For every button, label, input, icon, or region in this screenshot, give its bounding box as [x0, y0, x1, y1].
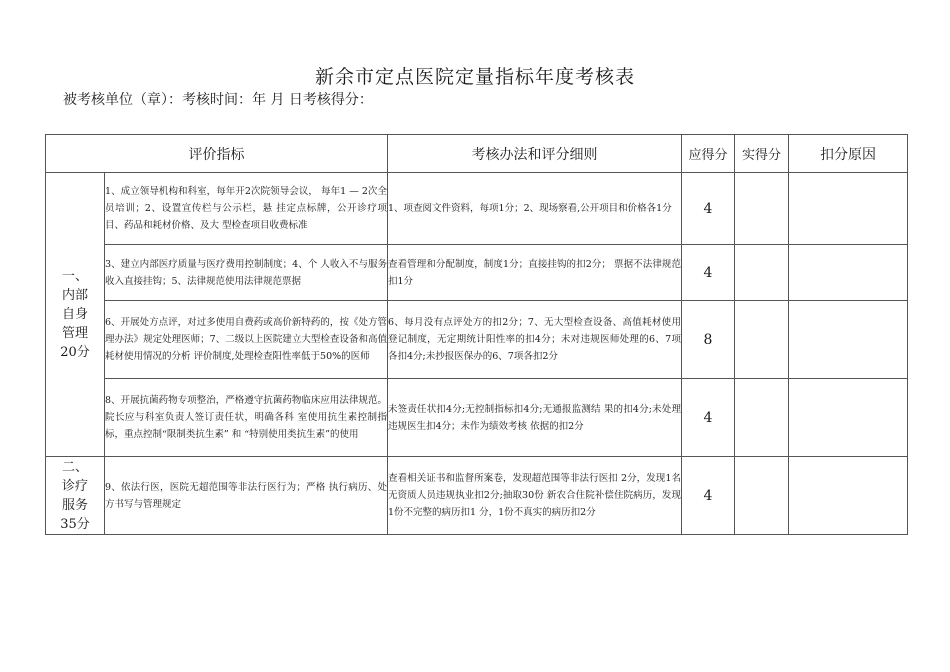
document-title: 新余市定点医院定量指标年度考核表	[314, 66, 635, 88]
criteria-cell: 3、建立内部医疗质量与医疗费用控制制度；4、个 人收入不与服务收入直接挂钩；5、法律规范使用法律规范票据	[105, 245, 388, 301]
table-row	[46, 457, 908, 535]
method-cell: 查看相关证书和监督所案卷，发现超范围等非法行医扣 2分，发现1名无资质人员违规执业扣2分;抽取30份 新农合住院补偿住院病历，发现1份不完整的病历扣1 分，1份不真实的病历扣2分	[388, 457, 682, 535]
header-actual-score: 实得分	[735, 135, 789, 173]
actual-score-cell[interactable]	[735, 301, 789, 379]
due-score-cell: 4	[682, 457, 735, 535]
assessment-table	[45, 134, 908, 535]
header-method: 考核办法和评分细则	[388, 135, 682, 173]
table-row	[46, 173, 908, 245]
actual-score-cell[interactable]	[735, 457, 789, 535]
criteria-cell: 1、成立领导机构和科室，每年开2次院领导会议， 每年1 — 2次全员培训；2、设置宣传栏与公示栏，悬 挂定点标牌，公开诊疗项目、药品和耗材价格、及大 型检查项目收费标准	[105, 173, 388, 245]
deduction-reason-cell[interactable]	[789, 379, 908, 457]
header-deduction-reason: 扣分原因	[789, 135, 908, 173]
actual-score-cell[interactable]	[735, 379, 789, 457]
due-score-cell: 8	[682, 301, 735, 379]
category-internal-management	[46, 173, 105, 457]
actual-score-cell[interactable]	[735, 173, 789, 245]
method-cell: 未签责任状扣4分;无控制指标扣4分;无通报监测结 果的扣4分;未处理违规医生扣4分；未作为绩效考核 依据的扣2分	[388, 379, 682, 457]
category-diagnosis-service	[46, 457, 105, 535]
actual-score-cell[interactable]	[735, 245, 789, 301]
deduction-reason-cell[interactable]	[789, 245, 908, 301]
method-cell: 6、每月没有点评处方的扣2分；7、无大型检查设备、高值耗材使用登记制度，无定期统计阳性率的扣4分；未对违规医师处理的6、7项各扣4分;未抄报医保办的6、7项各扣2分	[388, 301, 682, 379]
header-row	[46, 135, 908, 173]
due-score-cell: 4	[682, 173, 735, 245]
header-due-score: 应得分	[682, 135, 735, 173]
criteria-cell: 8、开展抗菌药物专项整治，严格遵守抗菌药物临床应用法律规范。院长应与科室负责人签订责任状，明确各科 室使用抗生素控制指标，重点控制“限制类抗生素” 和 “特别使用类抗生素”的使用	[105, 379, 388, 457]
deduction-reason-cell[interactable]	[789, 301, 908, 379]
header-criteria: 评价指标	[46, 135, 388, 173]
category-label: 一、 内部 自身 管理 20分	[60, 269, 90, 360]
category-label: 二、 诊疗 服务 35分	[60, 459, 90, 532]
table-row	[46, 301, 908, 379]
table-row	[46, 379, 908, 457]
criteria-cell: 6、开展处方点评，对过多使用自费药或高价新特药的，按《处方管理办法》规定处理医师；7、二级以上医院建立大型检查设备和高值耗材使用情况的分析 评价制度,处理检查阳性率低于50%的医师	[105, 301, 388, 379]
method-cell: 1、项查阅文件资料，每项1分；2、现场察看,公开项目和价格各1分	[388, 173, 682, 245]
table-row	[46, 245, 908, 301]
criteria-cell: 9、依法行医，医院无超范围等非法行医行为；严格 执行病历、处方书写与管理规定	[105, 457, 388, 535]
deduction-reason-cell[interactable]	[789, 173, 908, 245]
due-score-cell: 4	[682, 245, 735, 301]
method-cell: 查看管理和分配制度，制度1分；直接挂钩的扣2分； 票据不法律规范扣1分	[388, 245, 682, 301]
document-subtitle: 被考核单位（章）：考核时间：年 月 日考核得分：	[63, 92, 373, 108]
due-score-cell: 4	[682, 379, 735, 457]
deduction-reason-cell[interactable]	[789, 457, 908, 535]
